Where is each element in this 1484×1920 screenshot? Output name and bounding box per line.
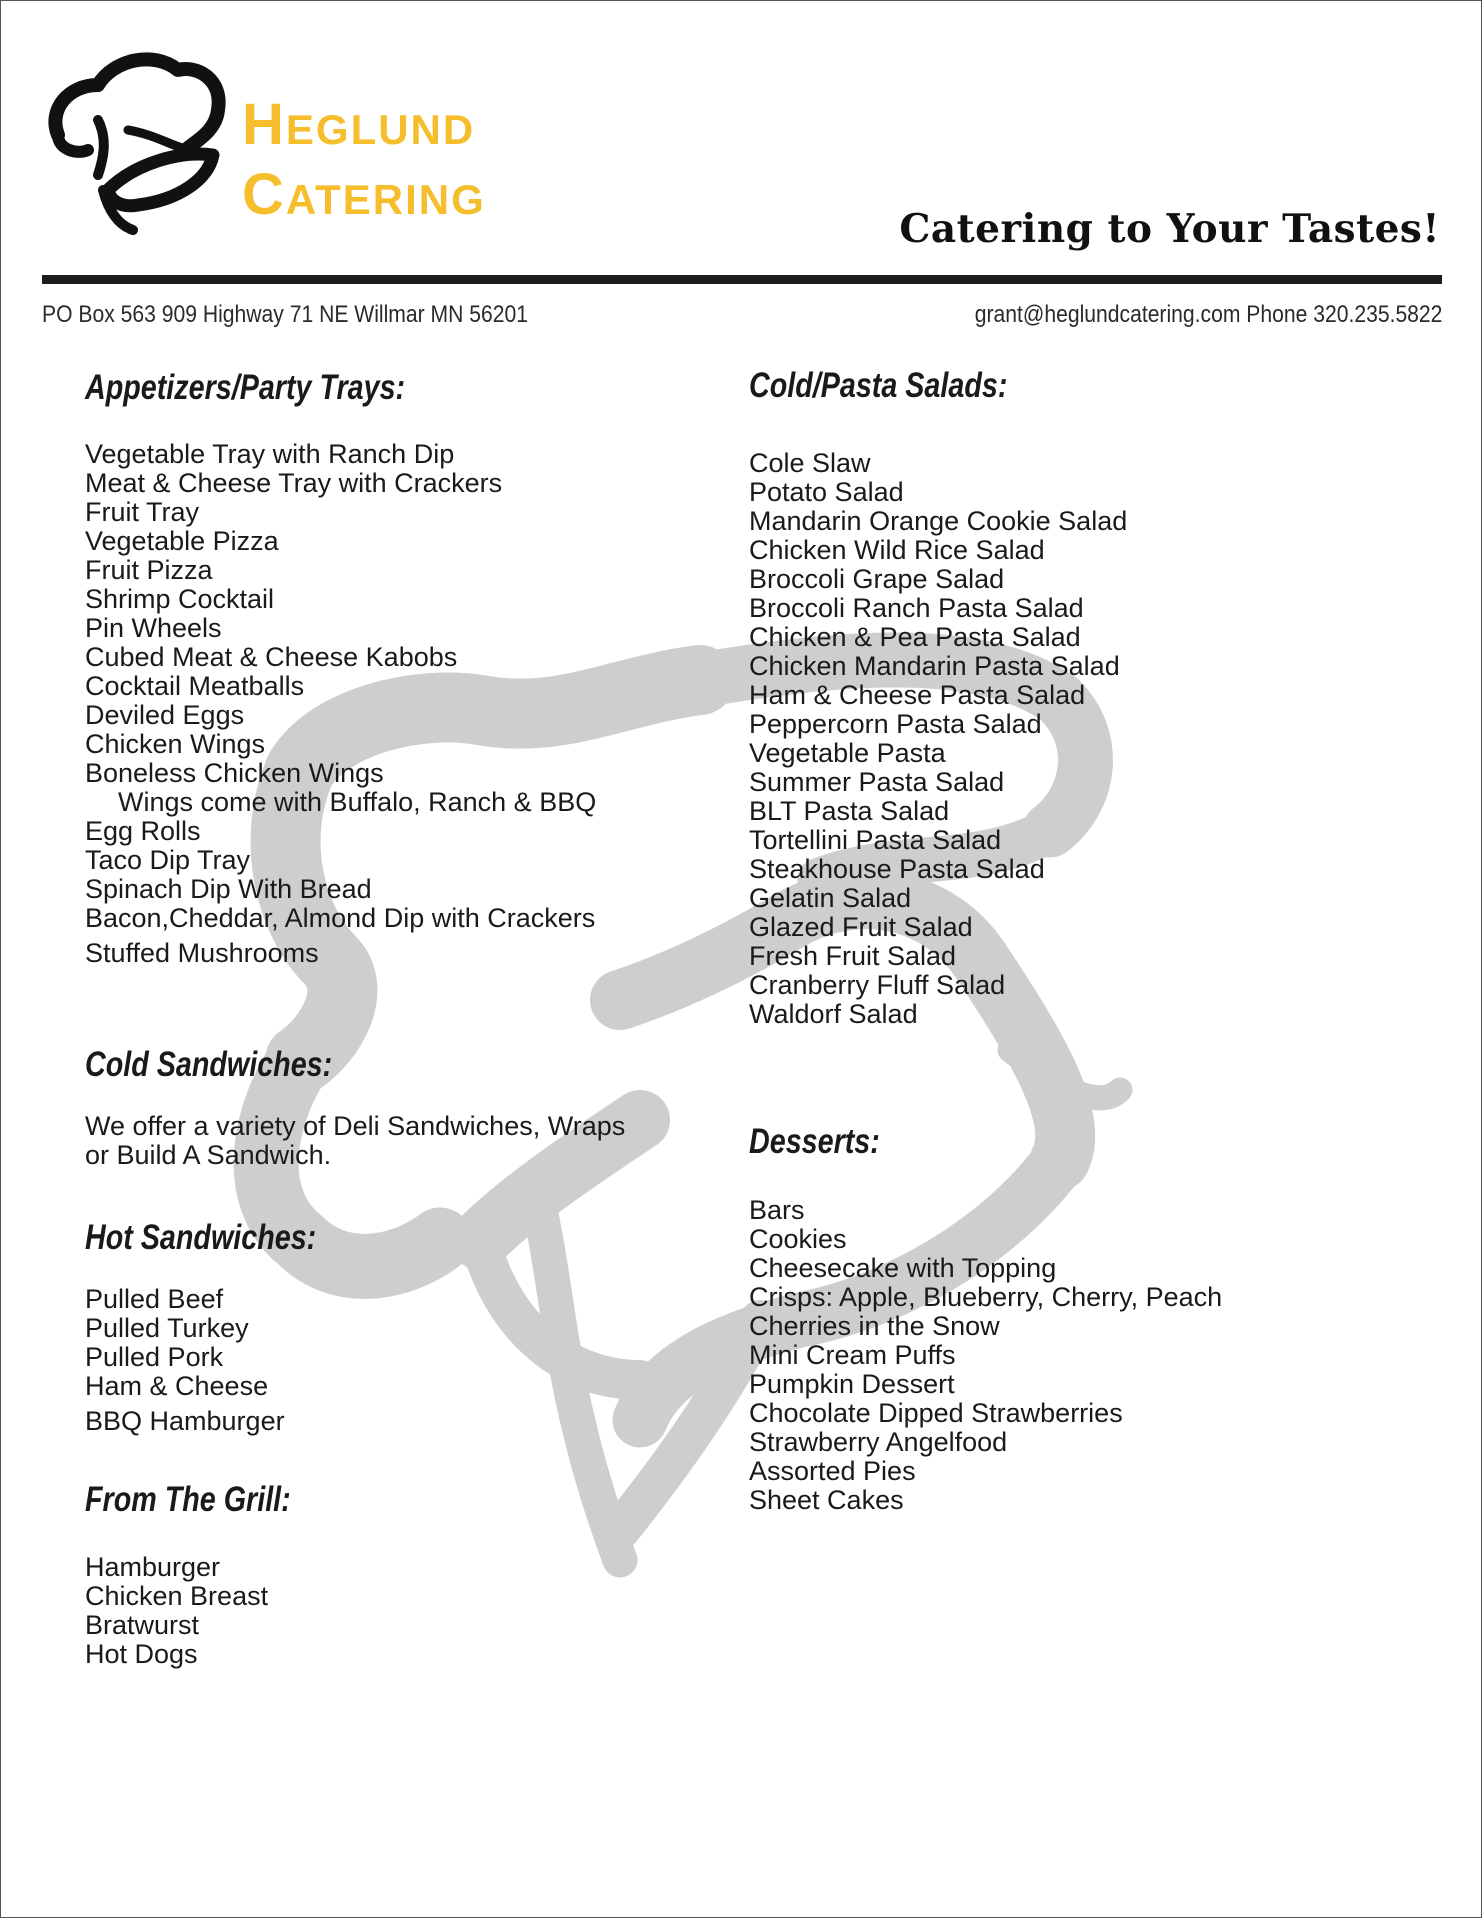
- contact-info: grant@heglundcatering.com Phone 320.235.5822: [974, 301, 1442, 328]
- grill-title: From The Grill:: [85, 1480, 291, 1519]
- list-item: Vegetable Pizza: [85, 526, 279, 556]
- list-item: Broccoli Grape Salad: [749, 564, 1005, 594]
- list-item: Vegetable Pasta: [749, 738, 946, 768]
- list-item: Bratwurst: [85, 1610, 200, 1640]
- list-item: Glazed Fruit Salad: [749, 912, 973, 942]
- list-item: Cranberry Fluff Salad: [749, 970, 1006, 1000]
- list-item: Gelatin Salad: [749, 883, 912, 913]
- list-item: Fresh Fruit Salad: [749, 941, 957, 971]
- list-item: Ham & Cheese Pasta Salad: [749, 680, 1086, 710]
- list-item: Chicken Breast: [85, 1581, 269, 1611]
- salads-list: [749, 449, 1127, 1029]
- list-item: Pin Wheels: [85, 613, 222, 643]
- list-item: BBQ Hamburger: [85, 1406, 285, 1436]
- cold-sandwiches-line-2: or Build A Sandwich.: [85, 1140, 332, 1170]
- list-item: Meat & Cheese Tray with Crackers: [85, 468, 503, 498]
- list-item: Deviled Eggs: [85, 700, 245, 730]
- list-item: BLT Pasta Salad: [749, 796, 950, 826]
- list-item: Pulled Pork: [85, 1342, 224, 1372]
- list-item: Chicken Mandarin Pasta Salad: [749, 651, 1120, 681]
- list-item: Boneless Chicken Wings: [85, 758, 384, 788]
- list-item: Pumpkin Dessert: [749, 1369, 955, 1399]
- list-item: Cheesecake with Topping: [749, 1253, 1057, 1283]
- list-item: Wings come with Buffalo, Ranch & BBQ: [118, 787, 597, 817]
- hot-sandwiches-list: [85, 1285, 285, 1436]
- grill-list: [85, 1553, 268, 1669]
- list-item: Cherries in the Snow: [749, 1311, 1000, 1341]
- appetizers-list: [85, 440, 596, 968]
- list-item: Egg Rolls: [85, 816, 201, 846]
- list-item: Hot Dogs: [85, 1639, 198, 1669]
- list-item: Chicken & Pea Pasta Salad: [749, 622, 1081, 652]
- desserts-title: Desserts:: [749, 1122, 880, 1161]
- list-item: Tortellini Pasta Salad: [749, 825, 1002, 855]
- hot-sandwiches-title: Hot Sandwiches:: [85, 1218, 317, 1257]
- cold-sandwiches-text: [85, 1112, 625, 1170]
- list-item: Fruit Pizza: [85, 555, 213, 585]
- list-item: Sheet Cakes: [749, 1485, 904, 1515]
- list-item: Spinach Dip With Bread: [85, 874, 372, 904]
- list-item: Pulled Turkey: [85, 1313, 249, 1343]
- cold-sandwiches-title: Cold Sandwiches:: [85, 1045, 333, 1084]
- chef-hat-icon: [38, 40, 238, 250]
- list-item: Potato Salad: [749, 477, 904, 507]
- list-item: Taco Dip Tray: [85, 845, 251, 875]
- list-item: Strawberry Angelfood: [749, 1427, 1008, 1457]
- list-item: Bacon,Cheddar, Almond Dip with Crackers: [85, 903, 596, 933]
- list-item: Crisps: Apple, Blueberry, Cherry, Peach: [749, 1282, 1223, 1312]
- list-item: Summer Pasta Salad: [749, 767, 1005, 797]
- list-item: Stuffed Mushrooms: [85, 938, 319, 968]
- list-item: Mini Cream Puffs: [749, 1340, 956, 1370]
- list-item: Vegetable Tray with Ranch Dip: [85, 439, 455, 469]
- list-item: Cocktail Meatballs: [85, 671, 305, 701]
- list-item: Shrimp Cocktail: [85, 584, 275, 614]
- brand-line-catering: CATERING: [242, 162, 486, 227]
- list-item: Chicken Wild Rice Salad: [749, 535, 1045, 565]
- list-item: Ham & Cheese: [85, 1371, 269, 1401]
- desserts-list: [749, 1196, 1222, 1515]
- tagline: Catering to Your Tastes!: [899, 206, 1440, 252]
- list-item: Chicken Wings: [85, 729, 266, 759]
- list-item: Pulled Beef: [85, 1284, 224, 1314]
- list-item: Hamburger: [85, 1552, 221, 1582]
- list-item: Cubed Meat & Cheese Kabobs: [85, 642, 458, 672]
- cold-sandwiches-line-1: We offer a variety of Deli Sandwiches, Wraps: [85, 1111, 626, 1141]
- list-item: Peppercorn Pasta Salad: [749, 709, 1042, 739]
- list-item: Cole Slaw: [749, 448, 871, 478]
- list-item: Steakhouse Pasta Salad: [749, 854, 1045, 884]
- appetizers-title: Appetizers/Party Trays:: [85, 368, 406, 407]
- list-item: Mandarin Orange Cookie Salad: [749, 506, 1128, 536]
- list-item: Cookies: [749, 1224, 847, 1254]
- salads-title: Cold/Pasta Salads:: [749, 366, 1008, 405]
- list-item: Bars: [749, 1195, 805, 1225]
- brand-name: [242, 92, 486, 236]
- header-rule: [42, 275, 1442, 284]
- list-item: Broccoli Ranch Pasta Salad: [749, 593, 1084, 623]
- list-item: Chocolate Dipped Strawberries: [749, 1398, 1123, 1428]
- list-item: Fruit Tray: [85, 497, 200, 527]
- address: PO Box 563 909 Highway 71 NE Willmar MN 56201: [42, 301, 528, 328]
- list-item: Waldorf Salad: [749, 999, 918, 1029]
- list-item: Assorted Pies: [749, 1456, 916, 1486]
- brand-line-heglund: HEGLUND: [242, 92, 476, 157]
